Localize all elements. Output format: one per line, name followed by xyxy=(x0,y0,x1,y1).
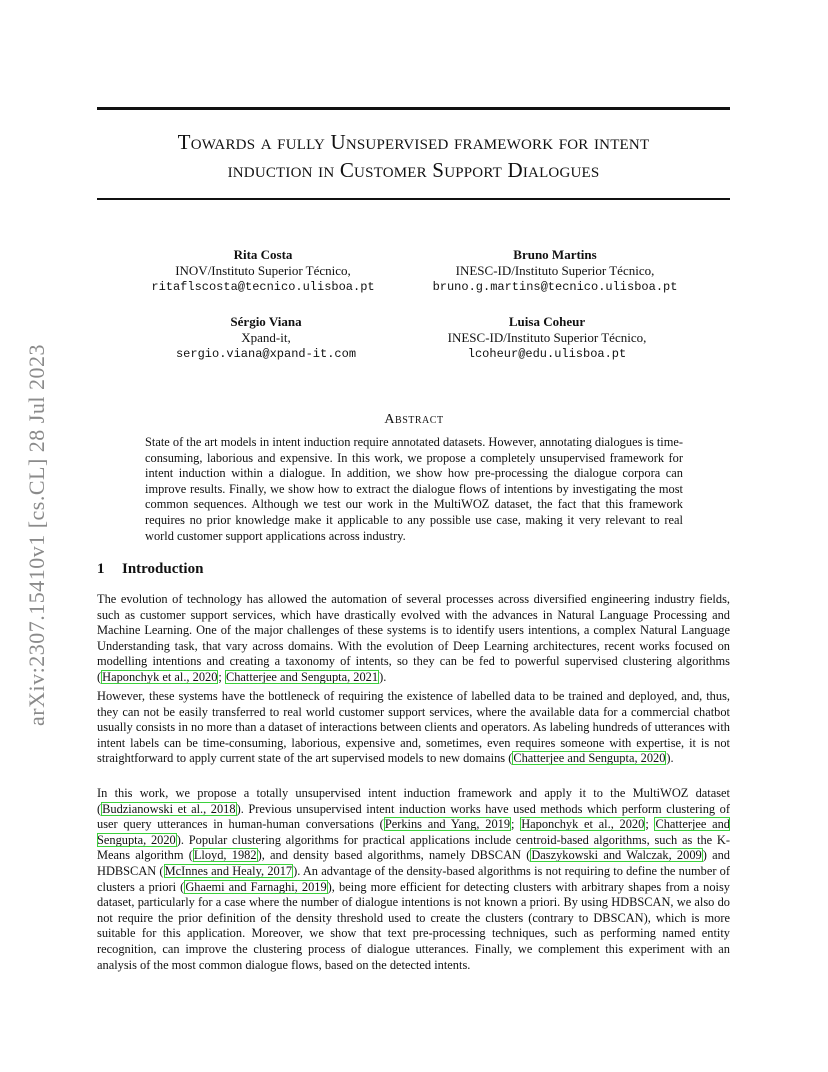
author-email: ritaflscosta@tecnico.ulisboa.pt xyxy=(151,280,375,294)
citation-link[interactable]: McInnes and Healy, 2017 xyxy=(164,863,293,878)
citation-link[interactable]: Lloyd, 1982 xyxy=(193,848,257,863)
abstract-text: State of the art models in intent induction require annotated datasets. However, annotating dialogues is time-consuming, laborious and expensive. In this work, we propose a completely unsupervised framework for intent induction within a dialogue. In addition, we show how pre-processing the dialogue corpora can improve results. Finally, we show how to extract the dialogue flows of intentions by investigating the most common sequences. Although we test our work in the MultiWOZ dataset, the fact that this framework requires no prior knowledge make it applicable to any possible use case, making it very relevant to real world customer support applications across industry. xyxy=(145,435,684,543)
author-email: sergio.viana@xpand-it.com xyxy=(175,347,357,361)
author-name: Rita Costa xyxy=(233,247,293,262)
author-name: Bruno Martins xyxy=(513,247,597,262)
section-heading xyxy=(97,561,203,578)
citation-link[interactable]: Perkins and Yang, 2019 xyxy=(384,817,511,832)
section-number: 1 xyxy=(97,561,105,577)
citation-link[interactable]: Haponchyk et al., 2020 xyxy=(521,817,645,832)
author-email: bruno.g.martins@tecnico.ulisboa.pt xyxy=(432,280,678,294)
bottom-rule xyxy=(97,198,730,200)
abstract-heading: Abstract xyxy=(384,412,444,427)
citation-link[interactable]: Budzianowski et al., 2018 xyxy=(102,801,236,816)
author-block xyxy=(405,247,705,295)
author-email: lcoheur@edu.ulisboa.pt xyxy=(467,347,627,361)
author-block xyxy=(397,314,697,362)
paragraph-2: However, these systems have the bottleneck of requiring the existence of labelled data to be trained and deployed, and, thus, they can not be easily transferred to real world customer support services, where the available data for a commercial chatbot usually consists in no more than a dataset of interactions between clients and operators. As labeling hundreds of utterances with intent labels can be time-consuming, laborious, expensive and, sometimes, even requires someone with expertise, it is not straightforward to apply current state of the art supervised models to new domains (Chatterjee and Sengupta, 2020). xyxy=(97,689,730,766)
arxiv-stamp xyxy=(17,300,57,770)
paragraph-3: In this work, we propose a totally unsupervised intent induction framework and apply it to the MultiWOZ dataset (Budzianowski et al., 2018). Previous unsupervised intent induction works have used methods which perform clustering of user query utterances in human-human conversations (Perkins and Yang, 2019; Haponchyk et al., 2020; Chatterjee and Sengupta, 2020). Popular clustering algorithms for practical applications include centroid-based algorithms, such as the K-Means algorithm (Lloyd, 1982), and density based algorithms, namely DBSCAN (Daszykowski and Walczak, 2009) and HDBSCAN (McInnes and Healy, 2017). An advantage of the density-based algorithms is not requiring to define the number of clusters a priori (Ghaemi and Farnaghi, 2019), being more efficient for detecting clusters with arbitrary shapes from a noisy dataset, particularly for a case where the number of dialogue intentions is not known a priori. By using HDBSCAN, we also do not require the prior definition of the density threshold used to create the clusters (contrary to DBSCAN), which is more suitable for this application. Moreover, we show that text pre-processing techniques, such as performing named entity recognition, can improve the clustering process of dialogue utterances. Finally, we complement this experiment with an analysis of the most common dialogue flows, based on the detected intents. xyxy=(97,786,731,972)
paragraph-1: The evolution of technology has allowed the automation of several processes across diversified engineering industry fields, such as customer support services, which have drastically evolved with the advances in Natural Language Processing and Machine Learning. One of the major challenges of these systems is to identify users intentions, a complex Natural Language Understanding task, that vary across domains. With the evolution of Deep Learning architectures, recent works focused on modelling intentions and creating a taxonomy of intents, so they can be fed to powerful supervised clustering algorithms (Haponchyk et al., 2020; Chatterjee and Sengupta, 2021). xyxy=(97,592,730,684)
author-block xyxy=(116,314,416,362)
arxiv-id: arXiv:2307.15410v1 [cs.CL] 28 Jul 2023 xyxy=(24,344,49,726)
author-affiliation: INESC-ID/Instituto Superior Técnico, xyxy=(455,263,655,278)
citation-link[interactable]: Chatterjee and Sengupta, 2020 xyxy=(513,751,666,766)
citation-link[interactable]: Haponchyk et al., 2020 xyxy=(102,669,218,684)
top-rule xyxy=(97,107,730,110)
author-block xyxy=(113,247,413,295)
author-name: Sérgio Viana xyxy=(230,314,302,329)
citation-link[interactable]: Daszykowski and Walczak, 2009 xyxy=(531,848,702,863)
citation-link[interactable]: Chatterjee and Sengupta, 2020 xyxy=(97,817,730,847)
section-title: Introduction xyxy=(122,561,204,577)
paper-title: Towards a fully Unsupervised framework for intent induction in Customer Support Dialogues xyxy=(177,130,650,182)
citation-link[interactable]: Ghaemi and Farnaghi, 2019 xyxy=(185,879,327,894)
author-affiliation: INESC-ID/Instituto Superior Técnico, xyxy=(447,330,647,345)
citation-link[interactable]: Chatterjee and Sengupta, 2021 xyxy=(225,669,379,684)
author-affiliation: Xpand-it, xyxy=(241,330,291,345)
author-name: Luisa Coheur xyxy=(508,314,586,329)
author-affiliation: INOV/Instituto Superior Técnico, xyxy=(175,263,351,278)
